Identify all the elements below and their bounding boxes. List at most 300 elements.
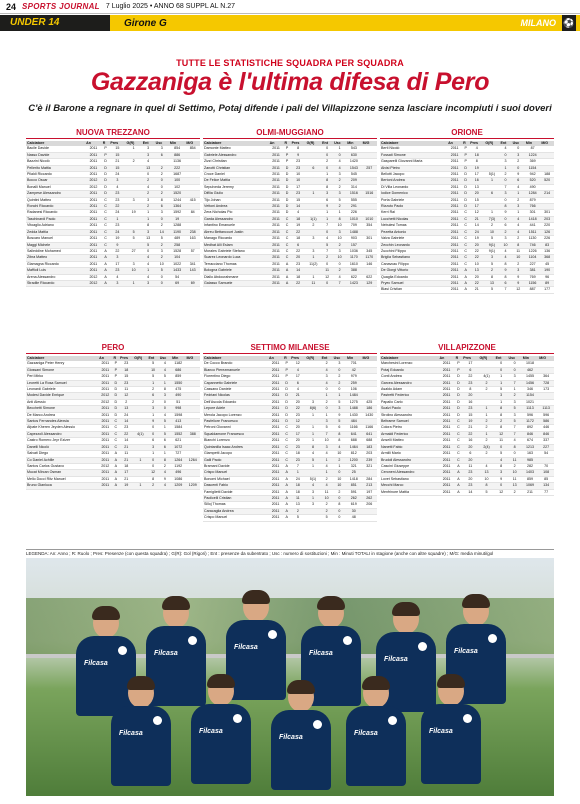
stat-cell: 2011 (98, 406, 112, 412)
stat-cell: 104 (169, 255, 186, 261)
stat-cell: 2 (290, 508, 305, 514)
stat-cell: D (113, 399, 120, 405)
stat-cell: 0 (333, 508, 346, 514)
column-header: Min (525, 141, 540, 146)
stat-cell: 3 (142, 146, 155, 152)
stat-cell: 4 (291, 210, 306, 216)
stat-cell: A (283, 463, 290, 469)
stat-cell: 1 (478, 412, 494, 418)
player-name: Bazzini Nicolò (26, 159, 85, 165)
stat-cell: 4 (478, 463, 494, 469)
stat-cell: 19 (469, 236, 484, 242)
stat-cell: 157 (346, 242, 361, 248)
stat-cell: D (102, 191, 110, 197)
stat-cell: 9 (512, 172, 525, 178)
stat-cell: 3 (321, 374, 333, 380)
stat-cell: P (284, 159, 291, 165)
stat-cell: 5 (290, 515, 305, 521)
stat-cell: 143 (185, 268, 200, 274)
footballer-icon: ⚽ (562, 15, 576, 31)
stat-cell: A (113, 476, 120, 482)
stat-cell: 213 (361, 483, 377, 489)
stat-cell: 321 (361, 463, 377, 469)
stat-cell: C (102, 210, 110, 216)
stat-cell: 2011 (268, 483, 283, 489)
stat-cell: D (462, 178, 469, 184)
stat-cell: 1 (306, 255, 322, 261)
stat-cell: 2011 (98, 374, 112, 380)
player-name: Zizzi Christian (203, 159, 269, 165)
stat-cell: 2011 (447, 268, 462, 274)
stat-cell: 1275 (346, 399, 361, 405)
stat-cell: 496 (171, 470, 185, 476)
stat-cell: 1464 (346, 444, 361, 450)
column-header: G(R) (306, 141, 322, 146)
stat-cell: 4 (321, 380, 333, 386)
stat-cell: D (113, 412, 120, 418)
stat-cell: 13 (508, 483, 522, 489)
column-header: Usc (159, 356, 171, 361)
player-name: Quintini Matteo (26, 197, 85, 203)
column-header: Min (169, 141, 186, 146)
player-name: Nasso Davide (26, 152, 85, 158)
player-name: Zampese Alessandro (26, 191, 85, 197)
player-name: Manago Riccardo (203, 236, 269, 242)
stat-cell: 1 (142, 216, 155, 222)
stat-cell: 5 (484, 261, 499, 267)
stat-cell: 321 (346, 463, 361, 469)
team-stats-table (203, 128, 377, 294)
stat-cell: C (462, 255, 469, 261)
stat-cell: A (113, 470, 120, 476)
stat-cell: 859 (171, 374, 185, 380)
player-name: Squaldamone Francesco (203, 431, 268, 437)
team-name: SETTIMO MILANESE (203, 343, 377, 354)
stat-cell: 6 (306, 165, 322, 171)
stat-cell: 5 (333, 197, 346, 203)
stat-cell: 10 (147, 367, 158, 373)
stat-cell: C (284, 216, 291, 222)
stat-cell: P (283, 361, 290, 367)
player-name: Silloj Thomas (203, 502, 268, 508)
stat-cell: 0 (333, 495, 346, 501)
stat-cell: 23 (109, 223, 125, 229)
player-name: Strolino Alessandro (380, 412, 439, 418)
player-name: Co Daniel Achille (26, 457, 98, 463)
stat-cell: 2011 (269, 223, 284, 229)
stat-cell: 2011 (269, 236, 284, 242)
stat-cell: 2011 (439, 387, 455, 393)
column-header: An (447, 141, 462, 146)
stat-cell: 1154 (525, 165, 540, 171)
stat-cell: 2011 (447, 204, 462, 210)
player-name: Gasparelli Giovanni Maria (380, 159, 447, 165)
player-name: Infantino Emanuele (203, 223, 269, 229)
stat-cell: 22 (291, 280, 306, 286)
stat-cell: 20 (462, 393, 478, 399)
stat-cell: 134 (538, 483, 554, 489)
stat-cell: 0 (155, 178, 169, 184)
stat-cell: 226 (540, 236, 554, 242)
stat-cell: 2011 (269, 216, 284, 222)
stat-cell: 4 (333, 444, 346, 450)
stat-cell: 5 (484, 287, 499, 293)
player-name: Terracciano Thomas (203, 261, 269, 267)
player-name: Lovet Sebastiano (380, 476, 439, 482)
stat-cell: 21 (462, 425, 478, 431)
stat-cell: 2012 (98, 463, 112, 469)
stat-cell: 8 (159, 387, 171, 393)
stat-cell: 2 (478, 438, 494, 444)
stat-cell: 8 (159, 457, 171, 463)
stat-cell: 18 (119, 367, 133, 373)
stat-cell: 1488 (346, 229, 361, 235)
player-name: Pezetta Antonio (380, 229, 447, 235)
player-name: Galasso Samuele (203, 280, 269, 286)
stat-cell: C (102, 242, 110, 248)
player-name: Salvati Diego (26, 451, 98, 457)
stat-cell: 2 (321, 255, 333, 261)
stat-cell: 2 (155, 242, 169, 248)
stat-cell: 851 (346, 483, 361, 489)
stat-cell: 2011 (439, 431, 455, 437)
stat-cell: 11 (321, 268, 333, 274)
stat-cell: 2 (512, 236, 525, 242)
stat-cell: 2 (333, 204, 346, 210)
stat-cell: 21 (119, 476, 133, 482)
stat-cell: 23 (462, 470, 478, 476)
stat-cell: 1 (159, 451, 171, 457)
stat-cell: 2011 (85, 191, 102, 197)
stat-cell: 262 (346, 495, 361, 501)
stat-cell: 10 (321, 438, 333, 444)
stat-cell: 1418 (346, 476, 361, 482)
stat-cell: 14 (291, 268, 306, 274)
player-name: Gabriele Alessandro (203, 152, 269, 158)
stat-cell: D (284, 197, 291, 203)
stat-cell: 106 (346, 387, 361, 393)
stat-cell: 1 (495, 380, 508, 386)
stat-cell: 6 (333, 425, 346, 431)
player-name: Santos Fernandes Alexsia (26, 419, 98, 425)
stat-cell: 11 (290, 495, 305, 501)
player-name: Stradile Riccardo (26, 280, 85, 286)
stat-cell: 17 (290, 431, 305, 437)
column-header: Min (346, 356, 361, 361)
stat-cell: 11 (462, 463, 478, 469)
stat-cell: 69 (169, 280, 186, 286)
stat-cell: 2011 (98, 431, 112, 437)
player-name: De Cocco Brando (203, 361, 268, 367)
stat-cell: 2011 (439, 444, 455, 450)
stat-cell: 4 (500, 255, 512, 261)
stat-cell: A (284, 274, 291, 280)
player-name: Marchesini Lorenzo (380, 361, 439, 367)
stat-cell: 22 (469, 280, 484, 286)
stat-cell: C (462, 210, 469, 216)
team-name: OLMI-MUGGIANO (203, 128, 377, 139)
stat-cell: A (102, 280, 110, 286)
stat-cell: 4 (321, 451, 333, 457)
player-name: Armilli Mario (380, 451, 439, 457)
stat-cell: 1209 (186, 483, 201, 489)
column-header: An (268, 356, 283, 361)
stat-cell: C (455, 438, 463, 444)
stat-cell: 18 (469, 152, 484, 158)
stat-cell: 2011 (268, 374, 283, 380)
date-line: 7 Luglio 2025 • ANNO 68 SUPPL AL N.27 (105, 3, 236, 10)
stat-cell: 8 (495, 406, 508, 412)
stat-cell: P (462, 159, 469, 165)
stat-cell: 2011 (85, 268, 102, 274)
stat-cell: 51 (171, 399, 185, 405)
stat-cell: 16 (462, 399, 478, 405)
stat-cell: 2011 (447, 280, 462, 286)
stat-cell: 3 (306, 236, 322, 242)
stat-cell: 641 (361, 431, 377, 437)
stat-cell: 2 (321, 361, 333, 367)
stat-cell: 1244 (169, 197, 186, 203)
stat-cell: 2 (512, 261, 525, 267)
stat-cell: C (455, 457, 463, 463)
stat-cell: 10 (512, 255, 525, 261)
stat-cell: 1 (321, 412, 333, 418)
stat-cell: 220 (540, 223, 554, 229)
stat-cell: 3 (142, 152, 155, 158)
stat-cell: 85 (538, 476, 554, 482)
player-name: Pryec Samuel (380, 280, 447, 286)
stat-cell: 12 (495, 431, 508, 437)
stat-cell: 2 (500, 229, 512, 235)
stat-cell: 0 (508, 451, 522, 457)
stat-cell: 3 (147, 444, 158, 450)
stat-cell: P (283, 367, 290, 373)
player-name: Zecchin Leonardo (380, 242, 447, 248)
stat-cell: 2011 (439, 374, 455, 380)
stat-cell: 257 (362, 165, 377, 171)
stat-cell: 1 (321, 470, 333, 476)
stat-cell: 3 (512, 204, 525, 210)
stat-cell (305, 515, 320, 521)
stat-cell: 2011 (268, 425, 283, 431)
stat-cell: 2011 (269, 204, 284, 210)
stat-cell: 10 (333, 236, 346, 242)
stat-cell: 2011 (269, 165, 284, 171)
stat-cell: 1456 (522, 380, 539, 386)
player-figure (111, 678, 171, 786)
publication-logo: SPORTS JOURNAL (22, 2, 100, 11)
stat-cell: 2011 (85, 152, 102, 158)
player-name: Bianchi Lorenzo (203, 438, 268, 444)
player-name: Pastretti Federico (380, 393, 439, 399)
player-name: Mecchi Marco (380, 483, 439, 489)
stat-cell: 13 (484, 280, 499, 286)
stat-cell: 2011 (268, 406, 283, 412)
stat-cell: 2011 (85, 204, 102, 210)
player-name: Arena Alessandro (26, 274, 85, 280)
stat-cell: 1516 (362, 191, 377, 197)
stat-cell: 2011 (439, 470, 455, 476)
stat-cell: 2011 (98, 483, 112, 489)
stat-cell: C (462, 236, 469, 242)
stat-cell: 0 (321, 165, 333, 171)
team-name: ORIONE (380, 128, 554, 139)
stat-cell: 4 (512, 223, 525, 229)
stat-cell: 1 (133, 483, 147, 489)
stat-cell: 2011 (268, 463, 283, 469)
column-header: R (113, 356, 120, 361)
column-header: Pres (291, 141, 306, 146)
stat-cell: 2011 (85, 165, 102, 171)
stat-cell: 2 (321, 508, 333, 514)
stat-cell: 10 (333, 223, 346, 229)
stat-cell: 0 (142, 248, 155, 254)
stat-cell: 2 (142, 191, 155, 197)
stat-cell: 1 (306, 191, 322, 197)
stat-cell: 227 (538, 444, 554, 450)
stat-cell: 622 (346, 274, 361, 280)
column-header: M/G (185, 141, 200, 146)
stat-cell: 2 (155, 172, 169, 178)
stat-cell: 1550 (171, 380, 185, 386)
stat-cell: A (113, 483, 120, 489)
stat-cell: C (283, 451, 290, 457)
stat-cell: 173 (538, 387, 554, 393)
stat-cell: 203 (361, 451, 377, 457)
player-name: Anti Alessio (26, 399, 98, 405)
stat-cell: 21 (119, 457, 133, 463)
stat-cell: 0 (159, 399, 171, 405)
stat-cell: 2 (159, 463, 171, 469)
stat-cell: 2012 (85, 184, 102, 190)
stat-cell: 7 (500, 184, 512, 190)
stat-cell: 5 (305, 457, 320, 463)
stat-cell: C (113, 444, 120, 450)
stat-cell: A (283, 508, 290, 514)
stat-cell: 1224 (525, 152, 540, 158)
stat-cell: 30 (346, 508, 361, 514)
stat-cell: A (113, 451, 120, 457)
stat-cell: 3 (155, 146, 169, 152)
stat-cell: D (284, 191, 291, 197)
team-stats-table (203, 343, 377, 522)
stat-cell: C (283, 431, 290, 437)
stat-cell: 4 (512, 216, 525, 222)
column-header: M/G (186, 356, 201, 361)
player-name: Iodice Domenico (380, 191, 447, 197)
column-header: Usc (512, 141, 525, 146)
stat-cell: 2011 (98, 380, 112, 386)
column-header: M/G (538, 356, 554, 361)
stat-cell: 4 (508, 438, 522, 444)
player-name: Bologna Gabriele (203, 268, 269, 274)
stat-cell: C (102, 236, 110, 242)
stat-cell: 2011 (447, 255, 462, 261)
player-name: Di Villa Leonardo (380, 184, 447, 190)
stat-cell: C (113, 438, 120, 444)
stat-cell: 12 (147, 470, 158, 476)
stat-cell: 2011 (439, 367, 455, 373)
stat-cell: 20 (291, 255, 306, 261)
player-name: Nebulesi Tomas (380, 223, 447, 229)
column-header: Ent (321, 356, 333, 361)
stat-cell: 19 (291, 223, 306, 229)
stat-cell: 674 (522, 438, 539, 444)
stat-cell: 23 (119, 361, 133, 367)
stat-cell: 14 (119, 419, 133, 425)
stat-cell: 998 (171, 406, 185, 412)
stat-cell: 2 (147, 483, 158, 489)
stat-cell: 1 (305, 425, 320, 431)
column-header: Ent (495, 356, 508, 361)
stat-cell: 19 (126, 210, 142, 216)
player-name: Leonardi Gabriele (26, 387, 98, 393)
player-name: Mucat Mircan Osman (26, 470, 98, 476)
stat-cell: A (455, 463, 463, 469)
stat-cell: 1 (159, 380, 171, 386)
stat-cell: A (455, 476, 463, 482)
stat-cell: 2011 (269, 280, 284, 286)
stat-cell: 9 (500, 268, 512, 274)
stat-cell: 5 (508, 406, 522, 412)
stat-cell: 57 (185, 248, 200, 254)
stat-cell: 214 (540, 191, 554, 197)
stat-cell: 4 (159, 361, 171, 367)
stat-cell: 591 (346, 489, 361, 495)
player-name: Nanetti Fabio (380, 444, 439, 450)
stat-cell: 2011 (269, 191, 284, 197)
player-name: Armaldi Federico (380, 431, 439, 437)
player-name: Bacile Davide (26, 146, 85, 152)
column-header: R (455, 356, 463, 361)
stats-row-bottom (26, 343, 554, 522)
stat-cell: 10 (500, 242, 512, 248)
stat-cell: 0 (321, 280, 333, 286)
stat-cell: 8 (495, 463, 508, 469)
stat-cell: A (283, 489, 290, 495)
stat-cell: 1 (478, 406, 494, 412)
stat-cell: 1511 (525, 229, 540, 235)
stat-cell: 13 (469, 268, 484, 274)
stat-cell: 475 (171, 387, 185, 393)
stat-cell: 425 (361, 399, 377, 405)
stat-cell: 4 (290, 367, 305, 373)
stat-cell: 701 (346, 361, 361, 367)
stat-cell: 23 (291, 191, 306, 197)
stat-cell: 812 (346, 451, 361, 457)
stat-cell: 2011 (268, 419, 283, 425)
stat-cell: 2011 (439, 451, 455, 457)
stat-cell: 2011 (447, 146, 462, 152)
stat-cell: 87 (525, 146, 540, 152)
stat-cell: 1 (305, 463, 320, 469)
stat-cell: 126 (540, 229, 554, 235)
stat-cell: 892 (522, 425, 539, 431)
stat-cell: 23 (119, 425, 133, 431)
stat-cell: 1 (495, 399, 508, 405)
stat-cell: 5 (155, 236, 169, 242)
stat-cell: 23 (462, 483, 478, 489)
stat-cell: 3 (500, 236, 512, 242)
stat-cell: A (283, 502, 290, 508)
stat-cell: C (284, 236, 291, 242)
stat-cell: 887 (525, 287, 540, 293)
stat-cell: 1172 (522, 419, 539, 425)
stat-cell: 209 (346, 178, 361, 184)
stat-cell: 1 (159, 425, 171, 431)
stat-cell: 21 (290, 393, 305, 399)
stat-cell: 19 (169, 216, 186, 222)
